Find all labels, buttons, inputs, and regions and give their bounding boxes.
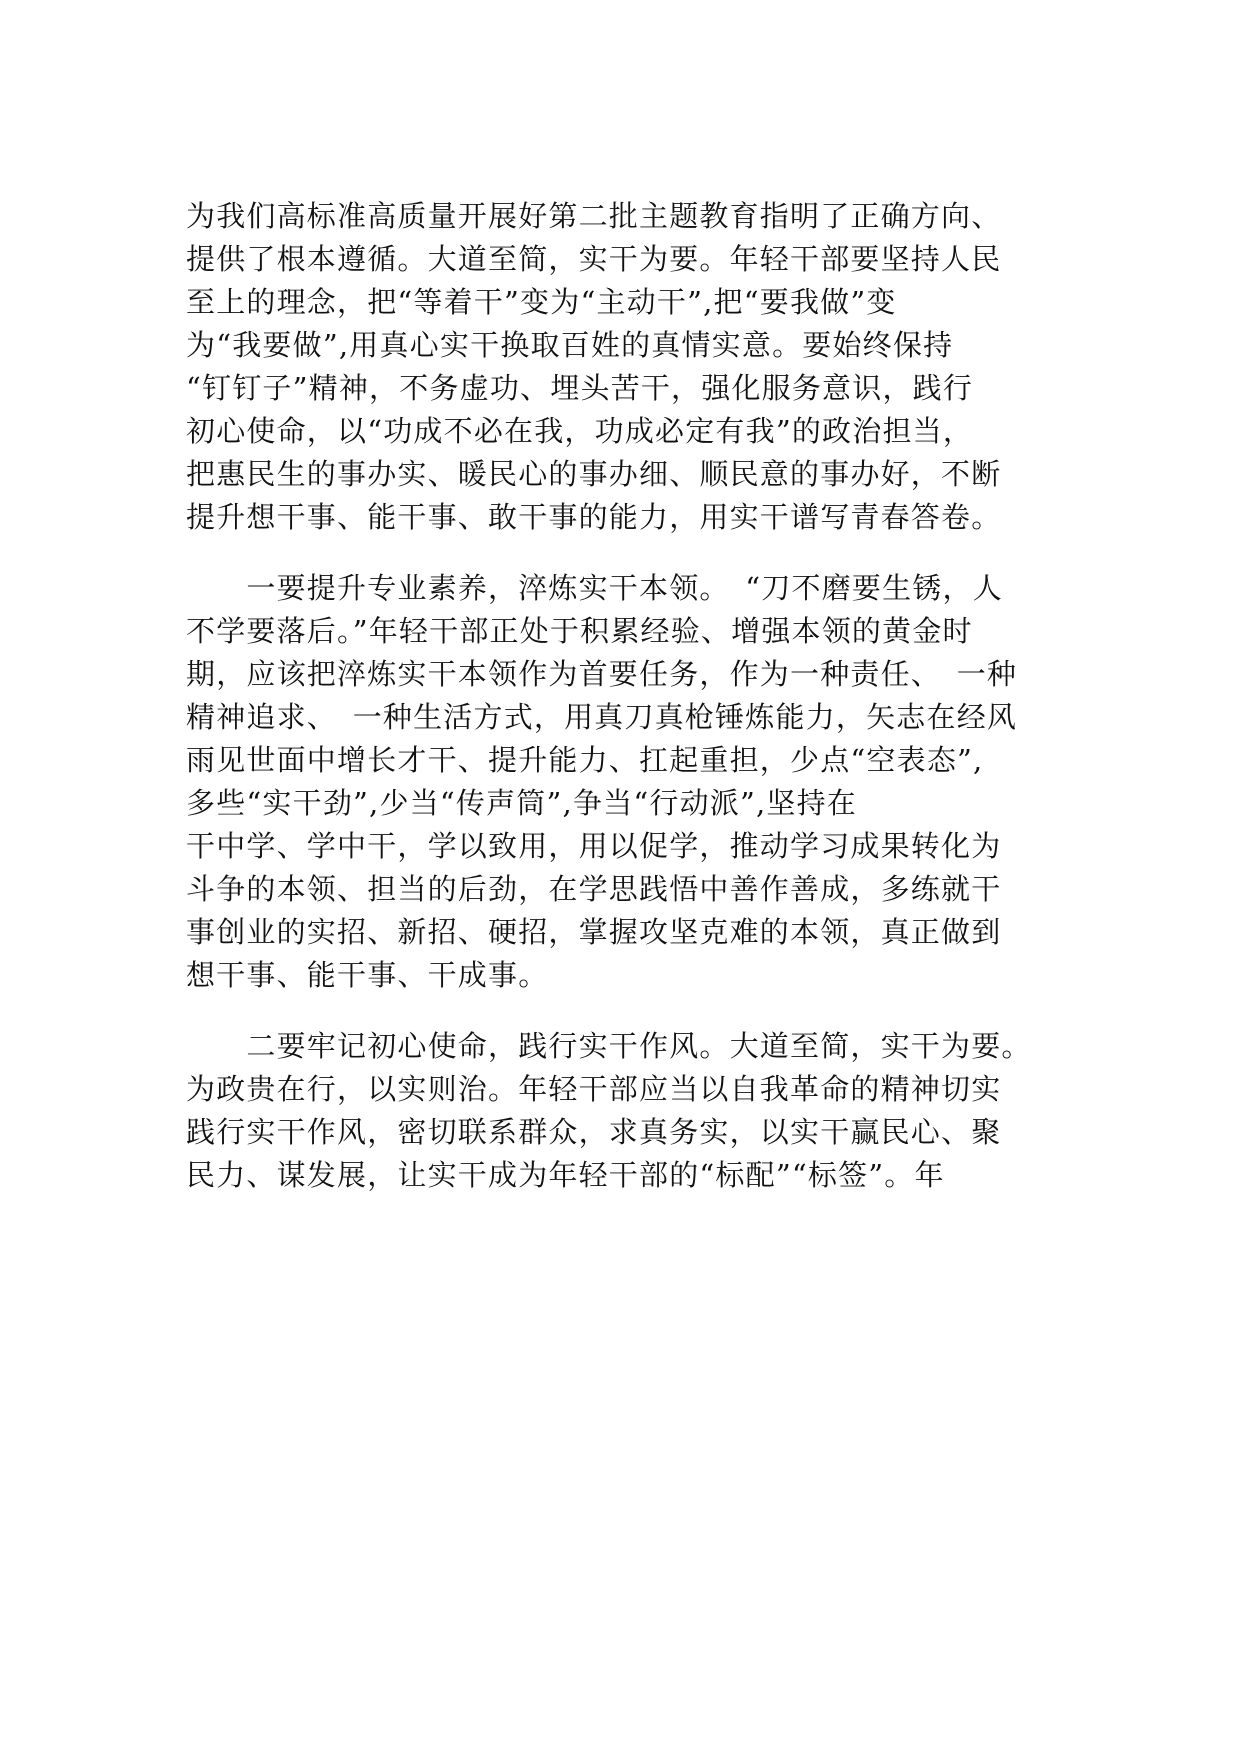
text-line: 事创业的实招、新招、硬招，掌握攻坚克难的本领，真正做到 [186,915,1002,949]
text-line: 提供了根本遵循。大道至简，实干为要。年轻干部要坚持人民 [186,242,1002,276]
text-line: “钉钉子”精神，不务虚功、埋头苦干，强化服务意识，践行 [186,371,974,405]
paragraph-2 [186,567,1086,997]
text-line: 斗争的本领、担当的后劲，在学思践悟中善作善成，多练就干 [186,872,1002,906]
paragraph-1 [186,195,1086,539]
text-line: 初心使命，以“功成不必在我，功成必定有我”的政治担当， [186,414,974,448]
text-line: 为“我要做”,用真心实干换取百姓的真情实意。要始终保持 [186,328,954,362]
text-line: 为我们高标准高质量开展好第二批主题教育指明了正确方向、 [186,199,1002,233]
text-line: 把惠民生的事办实、暖民心的事办细、顺民意的事办好，不断 [186,457,1002,491]
text-line: 民力、谋发展，让实干成为年轻干部的“标配”“标签”。年 [186,1158,945,1192]
text-line: 二要牢记初心使命，践行实干作风。大道至简，实干为要。 [186,1029,1032,1063]
text-line: 期，应该把淬炼实干本领作为首要任务，作为一种责任、 一种 [186,657,1018,691]
text-line: 不学要落后。”年轻干部正处于积累经验、增强本领的黄金时 [186,614,973,648]
text-line: 一要提升专业素养，淬炼实干本领。 “刀不磨要生锈，人 [186,571,1003,605]
text-line: 为政贵在行，以实则治。年轻干部应当以自我革命的精神切实 [186,1072,1002,1106]
text-line: 践行实干作风，密切联系群众，求真务实，以实干赢民心、聚 [186,1115,1002,1149]
text-line: 提升想干事、能干事、敢干事的能力，用实干谱写青春答卷。 [186,500,1002,534]
text-line: 多些“实干劲”,少当“传声筒”,争当“行动派”,坚持在 [186,786,858,820]
document-body [186,195,1086,1197]
text-line: 干中学、学中干，学以致用，用以促学，推动学习成果转化为 [186,829,1002,863]
text-line: 想干事、能干事、干成事。 [186,958,549,992]
paragraph-spacer [186,539,1086,567]
paragraph-3 [186,1025,1086,1197]
paragraph-spacer [186,997,1086,1025]
text-line: 至上的理念，把“等着干”变为“主动干”,把“要我做”变 [186,285,897,319]
text-line: 精神追求、 一种生活方式，用真刀真枪锤炼能力，矢志在经风 [186,700,1018,734]
text-line: 雨见世面中增长才干、提升能力、扛起重担，少点“空表态”, [186,743,984,777]
